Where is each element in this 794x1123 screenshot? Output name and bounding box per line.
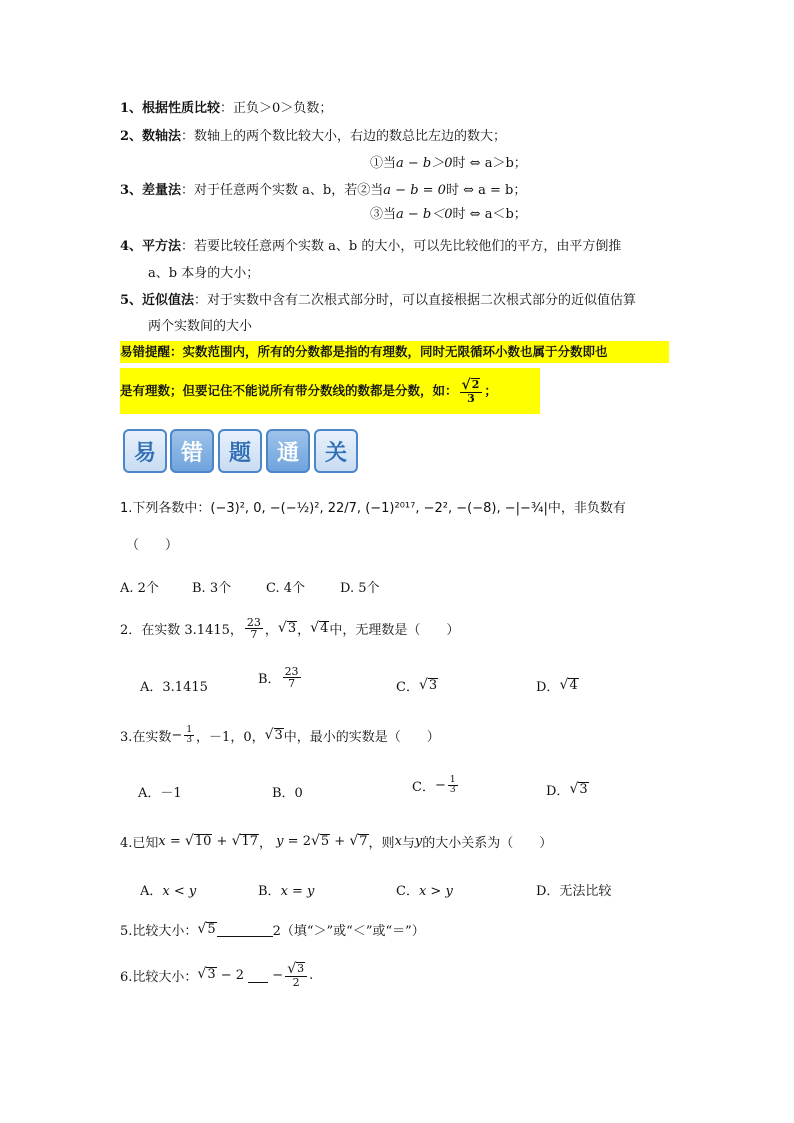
method-2-title: 2、数轴法 xyxy=(120,129,182,144)
tip-fraction: √ 2 3 xyxy=(460,378,483,404)
q4-mid: ，则 xyxy=(368,836,395,851)
q6-prefix: 6.比较大小： xyxy=(120,969,198,985)
q4-option-c-expr: x > y xyxy=(418,884,453,899)
q1-prefix: 1.下列各数中： xyxy=(120,501,211,516)
method-4-text: ：若要比较任意两个实数 a、b 的大小，可以先比较他们的平方，由平方倒推 xyxy=(181,239,622,254)
q5-suffix: 2（填“＞”或“＜”或“＝”） xyxy=(272,924,425,939)
method-3-title: 3、差量法 xyxy=(120,183,182,198)
q3-option-c: C． − $\frac{1}{3}$ xyxy=(412,775,456,795)
q4-option-a-label: A． xyxy=(140,884,163,899)
tip-line-1: 易错提醒：实数范围内，所有的分数都是指的有理数，同时无限循环小数也属于分数即也 xyxy=(120,341,669,363)
method-5-title: 5、近似值法 xyxy=(120,293,195,308)
method-3-case-3 xyxy=(370,203,527,222)
method-3-case-1 xyxy=(370,152,527,171)
q1-option-d: D. 5个 xyxy=(340,581,380,596)
q4-option-b xyxy=(258,880,314,899)
q2-frac: $\frac{23}{7}$ xyxy=(246,616,261,641)
q2-sqrt4: √ 4 xyxy=(310,619,329,636)
q4-prefix: 4.已知 xyxy=(120,836,159,851)
method-4 xyxy=(120,235,621,254)
method-2-text: ：数轴上的两个数比较大小，右边的数总比左边的数大； xyxy=(181,129,507,144)
q4-option-b-expr: x = y xyxy=(280,884,315,899)
case-2-result: 时 ⇔ a = b； xyxy=(445,183,527,198)
q1-paren: （ ） xyxy=(126,538,179,553)
q2-option-b-label: B． xyxy=(258,672,281,687)
q6-blank[interactable] xyxy=(248,968,268,983)
q2-option-b: B． $\frac{23}{7}$ xyxy=(258,665,299,690)
banner-char-1: 易 xyxy=(123,429,167,473)
q2-option-d-label: D． xyxy=(536,680,560,695)
method-3 xyxy=(120,179,526,198)
q1-option-c: C. 4个 xyxy=(266,581,306,596)
method-5-text-2: 两个实数间的大小 xyxy=(148,319,253,334)
method-5-text: ：对于实数中含有二次根式部分时，可以直接根据二次根式部分的近似值估算 xyxy=(194,293,637,308)
method-1 xyxy=(120,97,332,116)
q3-option-d: D． √ 3 xyxy=(546,780,588,799)
q4-option-d: D．无法比较 xyxy=(536,884,612,899)
q1-stem xyxy=(120,497,626,516)
tip-frac-den: 3 xyxy=(467,392,475,405)
q4-option-b-label: B． xyxy=(258,884,281,899)
case-1-result: 时 ⇔ a＞b； xyxy=(452,156,527,171)
q4-option-a xyxy=(140,880,196,899)
q3-stem: 3.在实数 − $\frac{1}{3}$ ，－1，0， √ 3 中，最小的实数是（ ） xyxy=(120,725,440,745)
q3-option-b: B．0 xyxy=(272,786,303,801)
q1-number-list: (−3)², 0, −(−½)², 22/7, (−1)²⁰¹⁷, −2², −(−8), −|−¾| xyxy=(210,501,548,516)
q2-prefix: 2．在实数 3.1415， xyxy=(120,623,243,638)
method-4-title: 4、平方法 xyxy=(120,239,182,254)
q2-stem: 2．在实数 3.1415， $\frac{23}{7}$ ， √ 3 ， √ 4 中，无理数是（ ） xyxy=(120,616,460,641)
q1-suffix: 中，非负数有 xyxy=(547,501,626,516)
q4-option-a-expr: x < y xyxy=(162,884,197,899)
method-5 xyxy=(120,289,636,308)
q3-option-d-label: D． xyxy=(546,784,570,799)
q4-option-c-label: C． xyxy=(396,884,419,899)
q3-middle: ，－1，0， xyxy=(196,730,265,745)
tip-end: ； xyxy=(484,383,497,398)
case-2-label: ②当 xyxy=(357,183,384,198)
q5-blank[interactable] xyxy=(217,922,273,937)
case-1-label: ①当 xyxy=(370,156,397,171)
case-3-expr: a − b＜0 xyxy=(396,207,453,222)
tip-line-2 xyxy=(120,368,540,414)
q4-option-c xyxy=(396,880,453,899)
q1-option-a: A. 2个 xyxy=(120,581,159,596)
method-3-text: ：对于任意两个实数 a、b，若 xyxy=(181,183,358,198)
q3-option-a: A．－1 xyxy=(138,786,182,801)
q2-option-a: A．3.1415 xyxy=(140,680,208,695)
q6-stem: 6.比较大小： √ 3 − 2 − √ 3 2 . xyxy=(120,961,314,989)
q6-end: . xyxy=(309,967,314,983)
q4-suffix: 的大小关系为（ ） xyxy=(422,836,553,851)
case-2-expr: a − b = 0 xyxy=(383,183,446,198)
q3-suffix: 中，最小的实数是（ ） xyxy=(283,730,440,745)
q2-sqrt3: √ 3 xyxy=(277,619,297,636)
method-1-title: 1、根据性质比较 xyxy=(120,101,221,116)
q1-option-b: B. 3个 xyxy=(192,581,232,596)
banner-char-2: 错 xyxy=(170,429,214,473)
q2-option-c: C． √ 3 xyxy=(396,676,438,695)
method-4-text-2: a、b 本身的大小； xyxy=(148,266,260,281)
method-1-text: ：正负＞0＞负数； xyxy=(220,101,333,116)
q5-prefix: 5.比较大小： xyxy=(120,924,198,939)
case-1-expr: a − b＞0 xyxy=(396,156,453,171)
case-3-label: ③当 xyxy=(370,207,397,222)
q3-option-c-label: C． xyxy=(412,780,435,795)
q2-suffix: 中，无理数是（ ） xyxy=(329,623,460,638)
banner-char-5: 关 xyxy=(314,429,358,473)
q3-prefix: 3.在实数 xyxy=(120,730,172,745)
q5-stem: 5.比较大小： √ 5 2（填“＞”或“＜”或“＝”） xyxy=(120,920,425,939)
banner-char-4: 通 xyxy=(266,429,310,473)
method-2 xyxy=(120,125,506,144)
case-3-result: 时 ⇔ a＜b； xyxy=(452,207,527,222)
q4-stem: 4.已知 x = √ 10 + √ 17 ， y = 2 √ 5 + √ 7 ，则 x 与 y 的大小关系为（ ） xyxy=(120,832,553,851)
banner-char-3: 题 xyxy=(218,429,262,473)
tip-frac-num: 2 xyxy=(471,378,480,391)
tip-line-2-text: 是有理数；但要记住不能说所有带分数线的数都是分数，如： xyxy=(120,383,458,398)
q4-mid2: 与 xyxy=(401,836,415,851)
q2-option-c-label: C． xyxy=(396,680,419,695)
q2-option-d: D． √ 4 xyxy=(536,676,578,695)
